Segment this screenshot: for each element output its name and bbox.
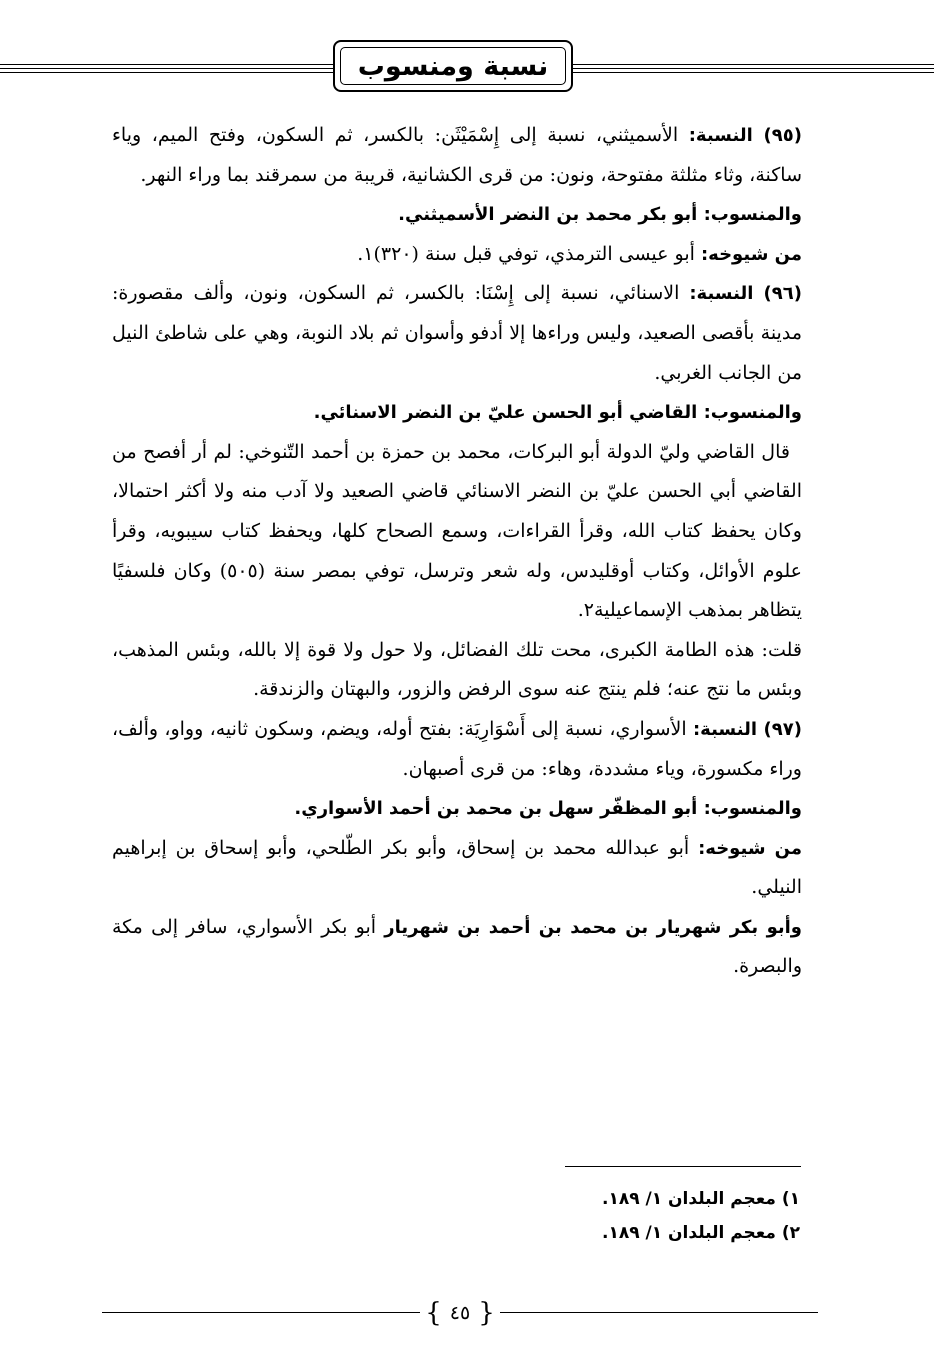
entry-96-nisba xyxy=(112,274,802,393)
page-number xyxy=(420,1296,500,1330)
footnote-1: ١) معجم البلدان ١/ ١٨٩. xyxy=(601,1189,800,1209)
entry-97-extra: وأبو بكر شهريار بن محمد بن أحمد بن شهريار أبو بكر الأسواري، سافر إلى مكة والبصرة. xyxy=(112,915,802,978)
entry-95-shuyukh: من شيوخه: أبو عيسى الترمذي، توفي قبل سنة (٣٢٠)١. xyxy=(357,242,802,265)
entry-95-nisba xyxy=(112,116,802,195)
entry-96-text: الاسنائي، نسبة إلى إِسْنَا: بالكسر، ثم السكون، ونون، وألف مقصورة: مدينة بأقصى الصعيد، وليس وراءها إلا أدفو وأسوان ثم بلاد النوبة، وهي على شاطئ النيل من الجانب الغربي. xyxy=(112,282,802,384)
header-rule-right-3 xyxy=(573,72,934,73)
page-body xyxy=(112,116,802,987)
header-title-box xyxy=(333,40,573,92)
entry-96-note: قلت: هذه الطامة الكبرى، محت تلك الفضائل، ولا حول ولا قوة إلا بالله، وبئس المذهب، وبئس ما نتج عنه؛ فلم ينتج عنه سوى الرفض والزور، والبهتان والزندقة. xyxy=(112,638,802,701)
header-title: نسبة ومنسوب xyxy=(340,47,566,85)
entry-97-mansoub: والمنسوب: أبو المظفّر سهل بن محمد بن أحمد الأسواري. xyxy=(294,798,802,820)
header-rule-left-3 xyxy=(0,72,333,73)
footnotes xyxy=(560,1182,800,1250)
brace-left: { xyxy=(478,1298,495,1328)
entry-95-mansoub: والمنسوب: أبو بكر محمد بن النضر الأسميثني. xyxy=(398,204,802,226)
entry-97-nisba xyxy=(112,710,802,789)
entry-97-label: (٩٧) النسبة: xyxy=(692,718,802,740)
footnote-separator xyxy=(565,1166,801,1167)
footnote-2: ٢) معجم البلدان ١/ ١٨٩. xyxy=(601,1223,800,1243)
entry-95-label: (٩٥) النسبة: xyxy=(688,125,802,146)
entry-96-label: (٩٦) النسبة: xyxy=(689,283,802,305)
page-number-value: ٤٥ xyxy=(449,1302,471,1324)
header-rule-left-2 xyxy=(0,68,333,69)
footer-rule-left xyxy=(102,1312,420,1313)
entry-97-shuyukh: من شيوخه: أبو عبدالله محمد بن إسحاق، وأبو بكر الطّلحي، وأبو إسحاق بن إبراهيم النيلي. xyxy=(112,836,802,899)
footer-rule-right xyxy=(500,1312,818,1313)
entry-95-text: الأسميثني، نسبة إلى إِسْمَيْثَن: بالكسر، ثم السكون، وفتح الميم، وياء ساكنة، وثاء مثلثة مفتوحة، ونون: من قرى الكشانية، قريبة من سمرقند بما وراء النهر. xyxy=(112,124,802,186)
entry-96-quote: قال القاضي وليّ الدولة أبو البركات، محمد بن حمزة بن أحمد التّنوخي: لم أر أفصح من القاضي أبي الحسن عليّ بن النضر الاسنائي قاضي الصعيد ولا آدب منه ولا أكثر احتمالا، وكان يحفظ كتاب الله، وقرأ القراءات، وسمع الصحاح كلها، ويحفظ كتاب سيبويه، وقرأ علوم الأوائل، وكتاب أوقليدس، وله شعر وترسل، توفي بمصر سنة (٥٠٥) وكان فلسفيًا يتظاهر بمذهب الإسماعيلية٢. xyxy=(112,440,802,622)
brace-right: } xyxy=(425,1298,442,1328)
header-rule-right-2 xyxy=(573,68,934,69)
entry-97-text: الأسواري، نسبة إلى أَسْوَارِيَة: بفتح أوله، ويضم، وسكون ثانيه، وواو، وألف، وراء مكسورة، وياء مشددة، وهاء: من قرى أصبهان. xyxy=(112,717,802,780)
entry-96-mansoub: والمنسوب: القاضي أبو الحسن عليّ بن النضر الاسنائي. xyxy=(313,402,802,424)
header-rule-right-1 xyxy=(573,64,934,65)
header-rule-left-1 xyxy=(0,64,333,65)
